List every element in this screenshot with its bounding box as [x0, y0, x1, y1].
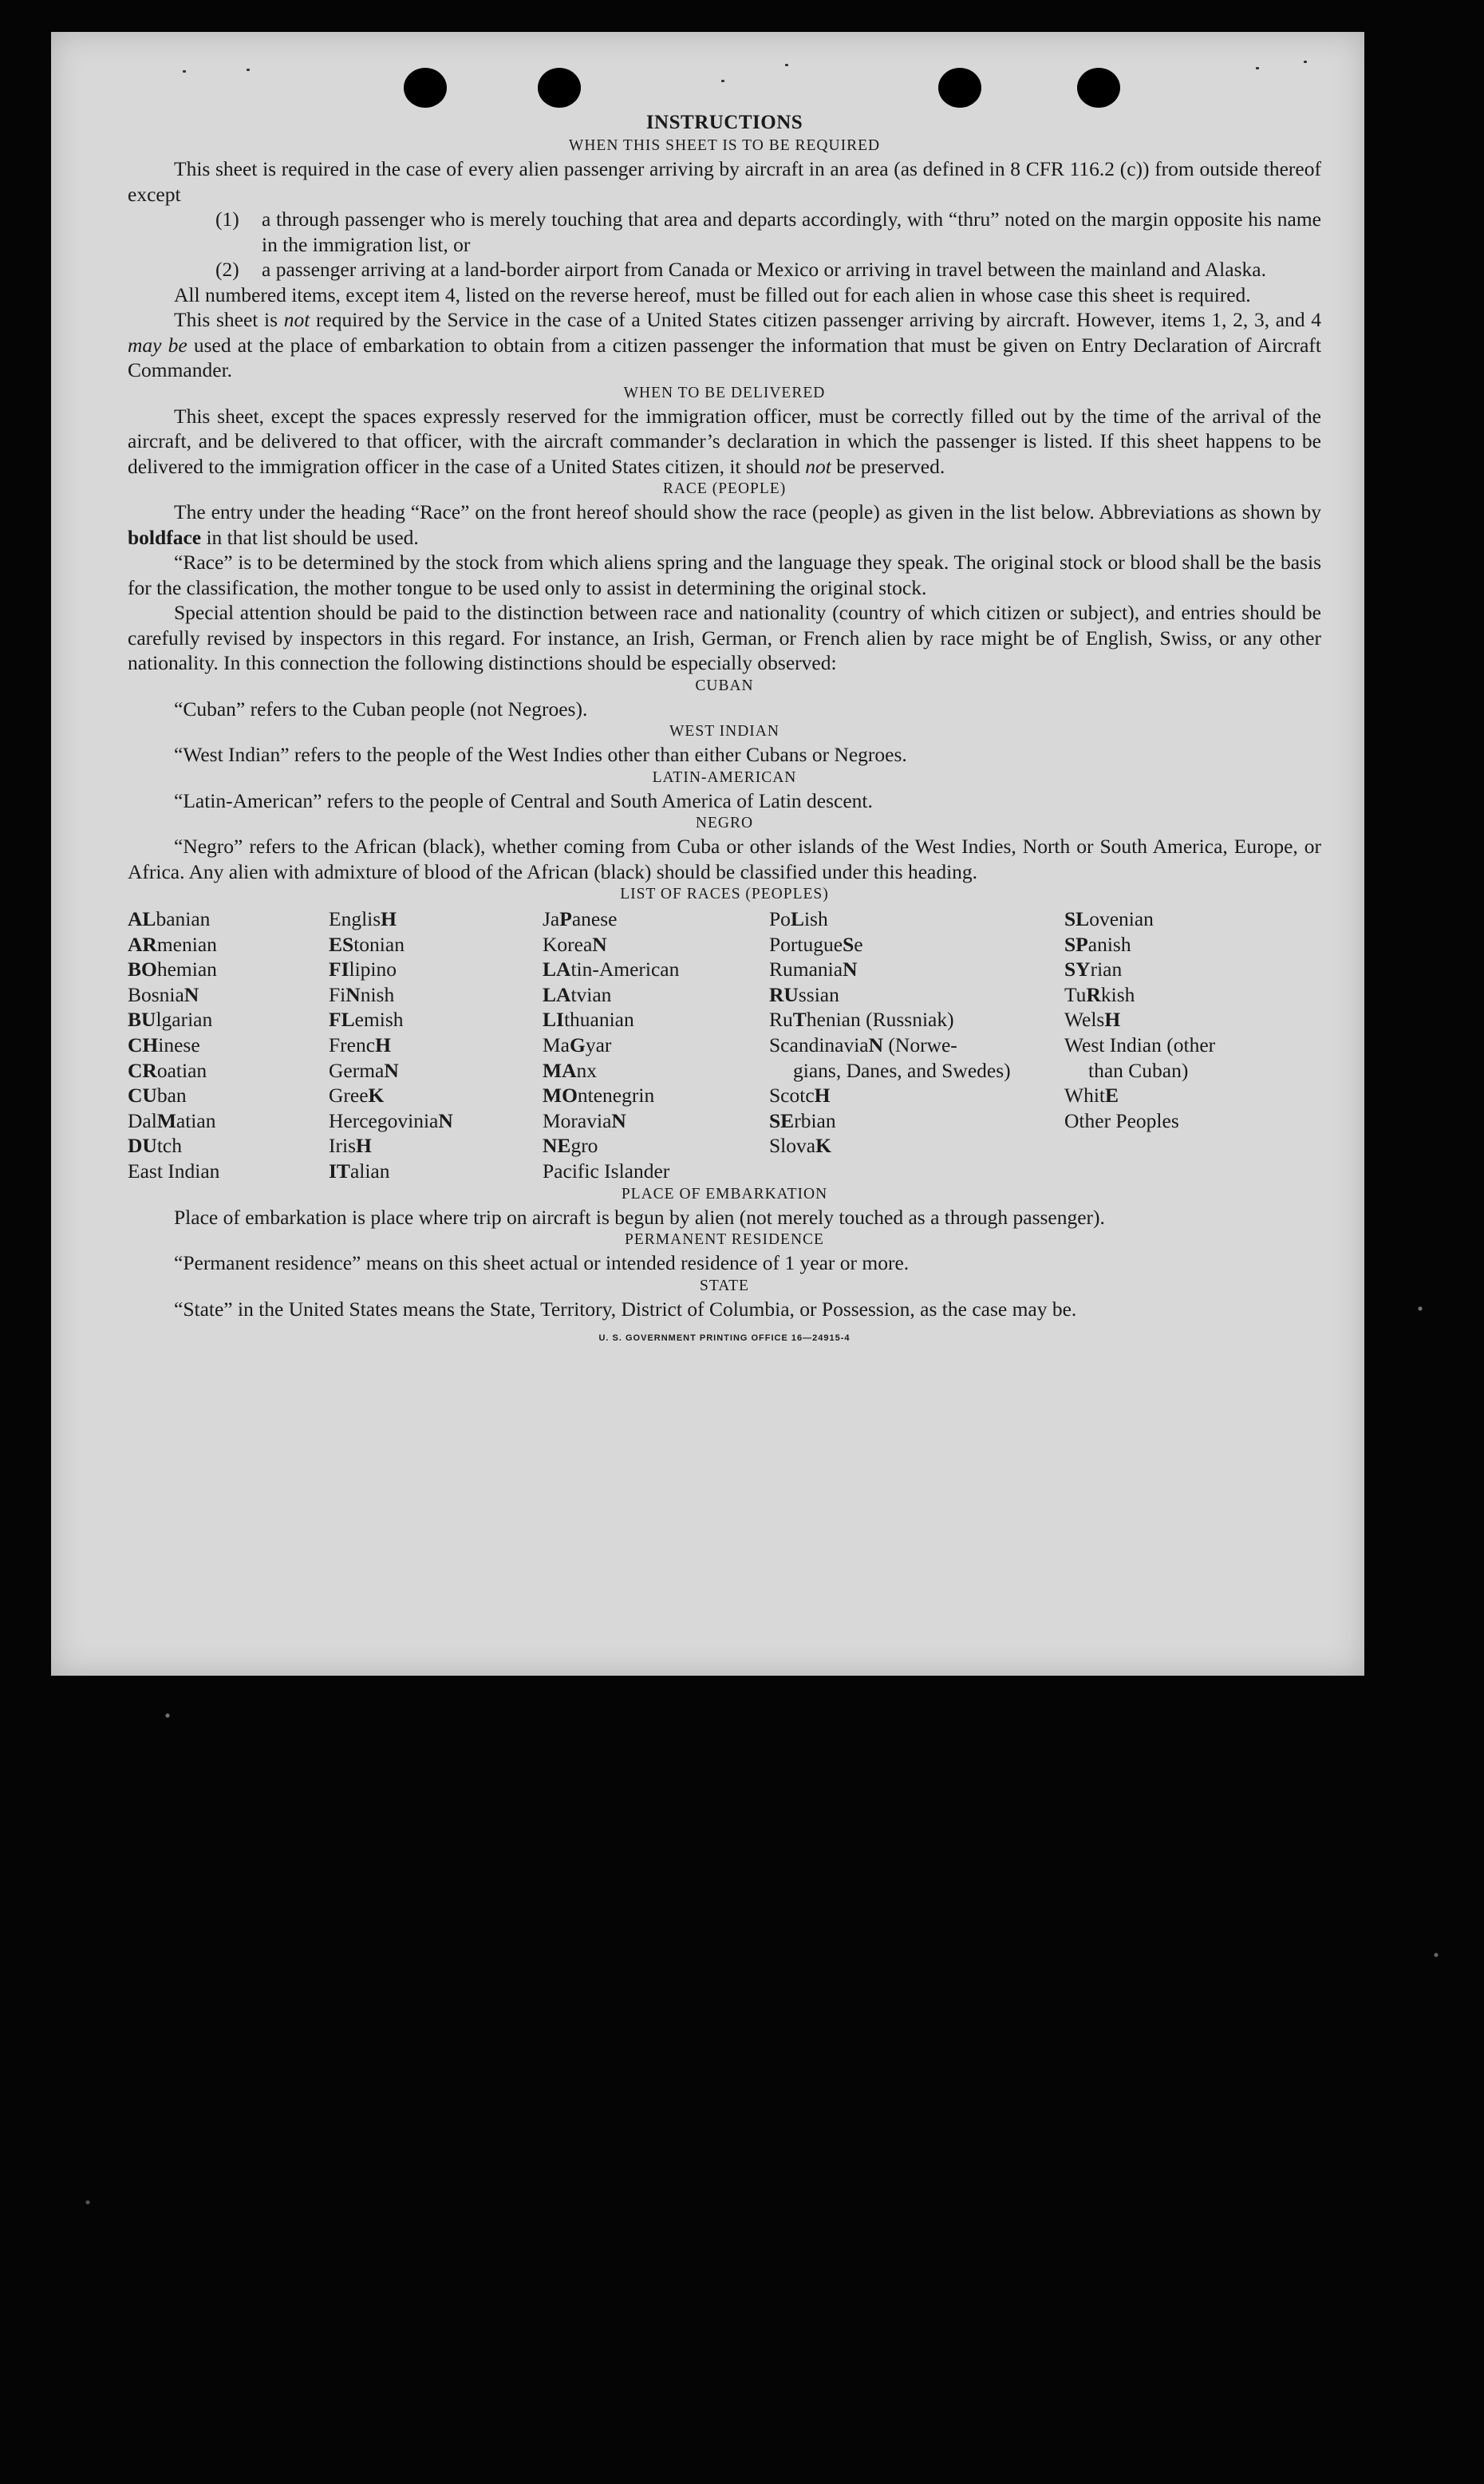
race-entry	[128, 957, 329, 982]
race-entry	[543, 957, 769, 982]
race-name-part: East Indian	[128, 1159, 220, 1183]
section-heading-negro: NEGRO	[695, 815, 754, 831]
race-name-part: menian	[156, 932, 217, 956]
race-name-part: Slova	[769, 1134, 816, 1158]
race-abbreviation: BU	[128, 1008, 156, 1032]
race-name-part: ntenegrin	[577, 1084, 655, 1108]
race-entry	[128, 1108, 329, 1134]
race-name-part: Fi	[329, 982, 346, 1006]
race-abbreviation: N	[868, 1033, 884, 1056]
scan-speck	[1256, 67, 1259, 69]
race-abbreviation: H	[1104, 1008, 1121, 1032]
scan-speck	[721, 80, 724, 82]
race-name-part: emish	[354, 1008, 404, 1032]
paragraph-residence: “Permanent residence” means on this sheet actual or intended residence of 1 year or more.	[174, 1251, 910, 1275]
section-heading-embarkation: PLACE OF EMBARKATION	[621, 1185, 828, 1203]
race-abbreviation: H	[814, 1084, 831, 1108]
race-name-part: nish	[360, 982, 395, 1006]
paragraph-cuban: “Cuban” refers to the Cuban people (not Negroes).	[174, 697, 588, 721]
instructions-text	[128, 110, 1321, 1352]
race-entry	[1064, 1007, 1321, 1033]
punch-hole-icon	[404, 68, 447, 108]
numbered-item-2	[128, 257, 1321, 282]
race-abbreviation: N	[592, 932, 607, 956]
race-abbreviation: DU	[128, 1134, 157, 1158]
race-entry	[1064, 932, 1321, 958]
race-name-part: Pacific Islander	[543, 1159, 670, 1183]
scan-speck	[1304, 61, 1307, 63]
race-entry	[329, 1083, 543, 1108]
race-name-part: Frenc	[329, 1033, 376, 1056]
emphasis-boldface: boldface	[128, 525, 202, 549]
race-name-part: Gree	[329, 1084, 369, 1108]
race-name-part: yar	[585, 1033, 612, 1056]
race-name-part: rian	[1090, 958, 1123, 981]
race-entry	[543, 1159, 769, 1184]
race-entry	[128, 1083, 329, 1108]
race-name-part: Hercegovinia	[329, 1108, 439, 1132]
race-entry	[543, 906, 769, 932]
paragraph-negro: “Negro” refers to the African (black), whether coming from Cuba or other islands of the West Indies, North or South America, Europe, or Africa. Any alien with admixture of blood of the African (black) should be classified under this heading.	[128, 835, 1321, 883]
race-entry	[128, 906, 329, 932]
section-heading-cuban: CUBAN	[695, 677, 754, 694]
race-entry	[329, 1133, 543, 1159]
race-entry	[769, 1133, 1064, 1159]
text-run: This sheet is	[174, 308, 284, 331]
race-name-part: Wels	[1064, 1008, 1105, 1032]
race-column	[543, 906, 769, 1184]
race-entry	[769, 1108, 1064, 1134]
race-abbreviation: L	[790, 907, 804, 930]
race-entry	[543, 1133, 769, 1159]
race-name-part: Englis	[329, 907, 381, 930]
race-abbreviation: N	[438, 1108, 453, 1132]
race-name-part: hemian	[156, 958, 217, 981]
race-name-part: gro	[570, 1134, 598, 1158]
race-entry	[329, 982, 543, 1008]
race-name-part: (Norwe-	[883, 1033, 957, 1056]
race-entry	[128, 932, 329, 958]
race-abbreviation: LA	[543, 982, 571, 1006]
section-heading-when-required: WHEN THIS SHEET IS TO BE REQUIRED	[568, 137, 881, 154]
paragraph-state: “State” in the United States means the State, Territory, District of Columbia, or Possession, as the case may be.	[174, 1297, 1077, 1321]
race-abbreviation: N	[384, 1058, 399, 1082]
emphasis-not: not	[805, 454, 831, 478]
race-entry	[1064, 1108, 1321, 1134]
race-entry	[329, 1159, 543, 1184]
race-entry	[769, 982, 1064, 1008]
race-abbreviation: FI	[329, 958, 349, 981]
race-column	[769, 906, 1064, 1184]
race-name-part: lgarian	[156, 1008, 213, 1032]
race-abbreviation: MA	[543, 1058, 577, 1082]
race-name-part: Dal	[128, 1108, 157, 1132]
punch-hole-icon	[938, 68, 981, 108]
race-abbreviation: T	[792, 1008, 807, 1032]
race-abbreviation: P	[559, 907, 572, 930]
race-abbreviation: N	[345, 982, 361, 1006]
race-abbreviation: K	[815, 1134, 831, 1158]
race-entry	[1064, 957, 1321, 982]
race-abbreviation: CH	[128, 1033, 159, 1056]
race-abbreviation: N	[184, 982, 199, 1006]
paragraph-latin-american: “Latin-American” refers to the people of Central and South America of Latin descent.	[174, 788, 873, 812]
item-number: (2)	[215, 258, 239, 281]
section-heading-race: RACE (PEOPLE)	[662, 480, 787, 497]
text-run: used at the place of embarkation to obtain from a citizen passenger the information that must be given on Entry Declaration of Aircraft Commander.	[128, 333, 1321, 381]
race-name-part: tch	[156, 1134, 182, 1158]
paragraph-numbered-items: All numbered items, except item 4, listed on the reverse hereof, must be filled out for each alien in whose case this sheet is required.	[174, 282, 1251, 306]
text-run: required by the Service in the case of a United States citizen passenger arriving by aircraft. However, items 1, 2, 3, and 4	[310, 308, 1321, 331]
race-entry	[329, 1007, 543, 1033]
race-name-part: ban	[156, 1084, 187, 1108]
race-entry	[329, 1108, 543, 1134]
race-name-part: tin-American	[570, 958, 680, 981]
race-name-part: tonian	[353, 932, 405, 956]
race-abbreviation: S	[843, 932, 854, 956]
race-name-part: Korea	[543, 932, 593, 956]
race-name-part: anese	[571, 907, 618, 930]
document-page	[51, 32, 1364, 1676]
printing-office-footer: U. S. GOVERNMENT PRINTING OFFICE 16—24915-4	[598, 1333, 851, 1344]
race-name-part: West Indian (other	[1064, 1033, 1216, 1056]
race-abbreviation: N	[843, 958, 858, 981]
race-name-part: banian	[156, 907, 211, 930]
race-abbreviation: LI	[543, 1008, 564, 1032]
race-abbreviation: FL	[329, 1008, 355, 1032]
race-entry	[128, 1159, 329, 1184]
race-entry	[543, 1058, 769, 1084]
race-name-part: henian (Russniak)	[806, 1008, 954, 1032]
race-name-part: Po	[769, 907, 791, 930]
race-abbreviation: SY	[1064, 958, 1091, 981]
race-name-part: rbian	[794, 1108, 836, 1132]
race-name-part: thuanian	[563, 1008, 634, 1032]
race-entry	[769, 1033, 1064, 1058]
paragraph-west-indian: “West Indian” refers to the people of the West Indies other than either Cubans or Negroes.	[174, 743, 907, 766]
text-run: The entry under the heading “Race” on the front hereof should show the race (people) as given in the list below. Abbreviations as shown by	[174, 500, 1321, 523]
race-entry	[769, 957, 1064, 982]
race-abbreviation: SP	[1064, 932, 1088, 956]
race-column	[1064, 906, 1321, 1184]
race-abbreviation: ES	[329, 932, 354, 956]
section-heading-west-indian: WEST INDIAN	[669, 723, 779, 740]
race-entry	[128, 1058, 329, 1084]
paragraph-race-2: “Race” is to be determined by the stock from which aliens spring and the language they speak. The original stock or blood shall be the basis for the classification, the mother tongue to be used only to assist in determining the original stock.	[128, 551, 1321, 599]
scan-speck	[247, 69, 250, 71]
race-entry-continuation: gians, Danes, and Swedes)	[793, 1058, 1011, 1082]
race-name-part: atian	[176, 1108, 216, 1132]
race-entry	[329, 932, 543, 958]
text-run: in that list should be used.	[201, 525, 419, 549]
paragraph-when-required: This sheet is required in the case of every alien passenger arriving by aircraft in an area (as defined in 8 CFR 116.2 (c)) from outside thereof except	[128, 157, 1321, 206]
race-entry	[543, 1007, 769, 1033]
race-column	[128, 906, 329, 1184]
race-name-part: Scotc	[769, 1084, 815, 1108]
race-name-part: nx	[576, 1058, 597, 1082]
race-entry	[128, 1133, 329, 1159]
race-abbreviation: SL	[1064, 907, 1090, 930]
document-title: INSTRUCTIONS	[645, 112, 803, 133]
race-entry	[1064, 1033, 1321, 1058]
race-name-part: tvian	[570, 982, 612, 1006]
scan-speck	[785, 64, 788, 66]
race-abbreviation: R	[1086, 982, 1101, 1006]
race-abbreviation: H	[356, 1134, 372, 1158]
section-heading-when-delivered: WHEN TO BE DELIVERED	[623, 384, 826, 401]
race-abbreviation: AR	[128, 932, 157, 956]
section-heading-residence: PERMANENT RESIDENCE	[625, 1231, 824, 1249]
race-entry	[543, 932, 769, 958]
race-abbreviation: MO	[543, 1084, 578, 1108]
race-name-part: e	[854, 932, 863, 956]
races-list	[128, 906, 1321, 1184]
race-abbreviation: LA	[543, 958, 571, 981]
race-entry	[769, 1083, 1064, 1108]
race-entry	[543, 982, 769, 1008]
section-heading-state: STATE	[700, 1277, 749, 1294]
race-name-part: Ma	[543, 1033, 570, 1056]
race-name-part: ovenian	[1089, 907, 1154, 930]
race-entry	[543, 1083, 769, 1108]
section-heading-races-list: LIST OF RACES (PEOPLES)	[620, 886, 829, 902]
race-abbreviation: H	[381, 907, 397, 930]
race-abbreviation: BO	[128, 958, 157, 981]
race-name-part: Ru	[769, 1008, 793, 1032]
paragraph-citizen	[128, 307, 1321, 383]
race-abbreviation: NE	[543, 1134, 571, 1158]
paragraph-when-delivered	[128, 404, 1321, 480]
race-abbreviation: IT	[329, 1159, 350, 1183]
race-name-part: kish	[1100, 982, 1135, 1006]
race-entry	[543, 1108, 769, 1134]
race-abbreviation: N	[611, 1108, 626, 1132]
race-abbreviation: G	[570, 1033, 586, 1056]
race-abbreviation: CR	[128, 1058, 157, 1082]
race-abbreviation: AL	[128, 907, 156, 930]
race-name-part: Whit	[1064, 1084, 1105, 1108]
race-name-part: Tu	[1064, 982, 1087, 1006]
race-name-part: lipino	[349, 958, 397, 981]
race-entry	[1064, 906, 1321, 932]
paragraph-embarkation: Place of embarkation is place where trip on aircraft is begun by alien (not merely touched as a through passenger).	[174, 1205, 1105, 1229]
race-entry	[329, 957, 543, 982]
race-abbreviation: CU	[128, 1084, 157, 1108]
race-name-part: ish	[803, 907, 828, 930]
race-entry	[329, 1058, 543, 1084]
race-entry	[543, 1033, 769, 1058]
race-entry	[1064, 982, 1321, 1008]
race-entry	[329, 1033, 543, 1058]
race-abbreviation: E	[1105, 1084, 1119, 1108]
item-text: a passenger arriving at a land-border airport from Canada or Mexico or arriving in travel between the mainland and Alaska.	[262, 258, 1266, 281]
race-abbreviation: M	[156, 1108, 176, 1132]
race-entry	[1064, 1083, 1321, 1108]
section-heading-latin-american: LATIN-AMERICAN	[652, 768, 797, 786]
race-name-part: Germa	[329, 1058, 385, 1082]
race-abbreviation: RU	[769, 982, 799, 1006]
race-entry	[769, 932, 1064, 958]
race-abbreviation: SE	[769, 1108, 795, 1132]
race-name-part: alian	[349, 1159, 390, 1183]
race-name-part: inese	[158, 1033, 200, 1056]
race-entry-continuation: than Cuban)	[1088, 1058, 1189, 1082]
item-text: a through passenger who is merely touching that area and departs accordingly, with “thru” noted on the margin opposite his name in the immigration list, or	[262, 207, 1321, 256]
race-abbreviation: H	[375, 1033, 391, 1056]
race-entry	[329, 906, 543, 932]
item-number: (1)	[215, 207, 239, 231]
race-name-part: oatian	[156, 1058, 207, 1082]
race-entry	[128, 1033, 329, 1058]
race-entry	[769, 906, 1064, 932]
paragraph-race-1	[128, 500, 1321, 550]
race-name-part: Ja	[543, 907, 560, 930]
punch-hole-icon	[538, 68, 581, 108]
text-run: This sheet, except the spaces expressly reserved for the immigration officer, must be correctly filled out by the time of the arrival of the aircraft, and be delivered to that officer, with the aircraft commander’s declaration in which the passenger is listed. If this sheet happens to be delivered to the immigration officer in the case of a United States citizen, it should	[128, 404, 1321, 478]
numbered-item-1	[128, 207, 1321, 257]
scan-speck	[183, 70, 186, 73]
race-abbreviation: K	[368, 1084, 385, 1108]
race-name-part: anish	[1087, 932, 1131, 956]
race-name-part: Rumania	[769, 958, 843, 981]
paragraph-race-3: Special attention should be paid to the distinction between race and nationality (country of which citizen or subject), and entries should be carefully revised by inspectors in this regard. For instance, an Irish, German, or French alien by race might be of English, Swiss, or any other nationality. In this connection the following distinctions should be especially observed:	[128, 601, 1321, 674]
race-entry	[769, 1007, 1064, 1033]
race-name-part: Iris	[329, 1134, 356, 1158]
emphasis-not: not	[283, 308, 310, 331]
emphasis-may-be: may be	[128, 333, 187, 357]
race-name-part: ssian	[798, 982, 839, 1006]
race-name-part: Portugue	[769, 932, 843, 956]
race-name-part: Scandinavia	[769, 1033, 869, 1056]
race-entry	[128, 982, 329, 1008]
race-column	[329, 906, 543, 1184]
race-name-part: Moravia	[543, 1108, 612, 1132]
race-name-part: Other Peoples	[1064, 1108, 1179, 1132]
race-name-part: Bosnia	[128, 982, 184, 1006]
punch-hole-icon	[1077, 68, 1120, 108]
race-entry	[128, 1007, 329, 1033]
text-run: be preserved.	[831, 454, 945, 478]
